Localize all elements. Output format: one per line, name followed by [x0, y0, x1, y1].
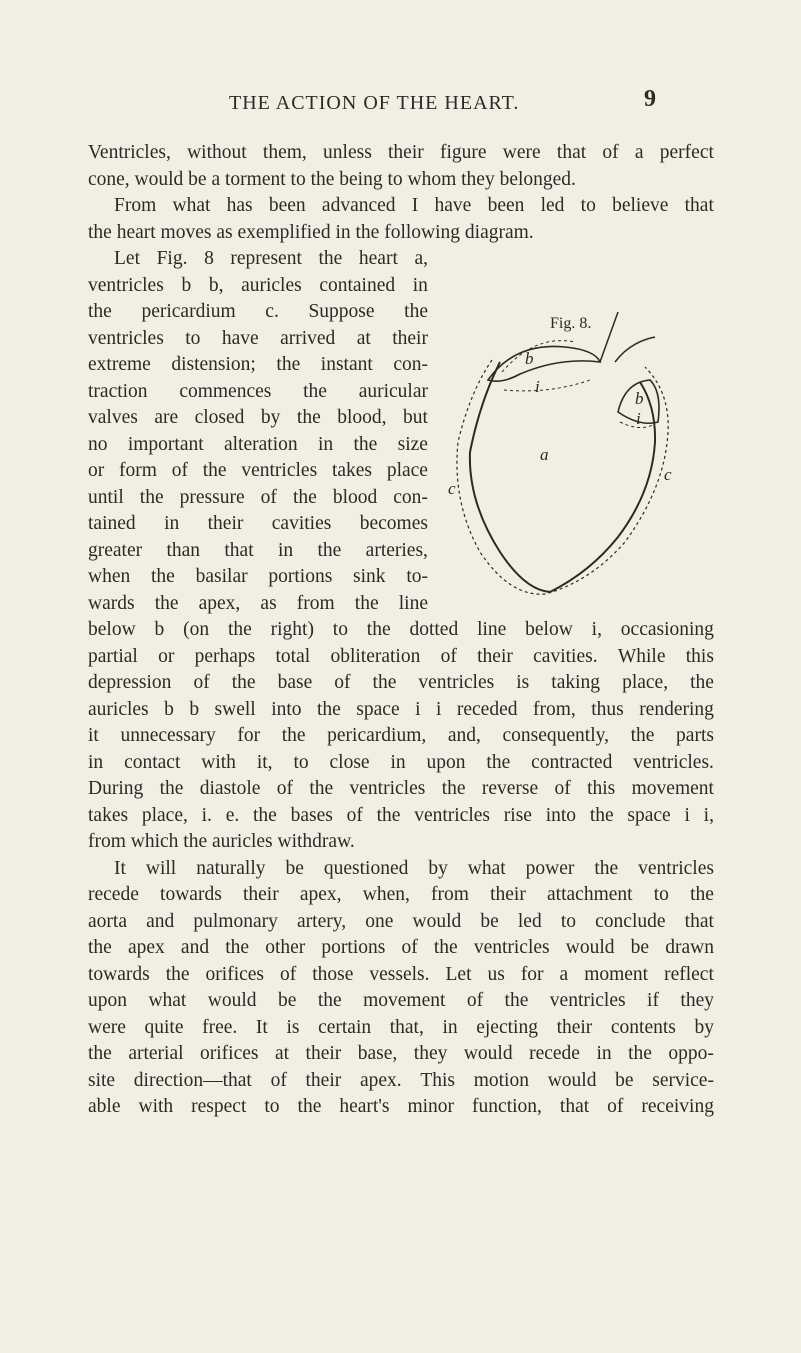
- running-title: THE ACTION OF THE HEART.: [229, 92, 520, 114]
- label-b-left: b: [525, 349, 534, 368]
- text-line: ventricles b b, auricles contained in: [88, 274, 428, 296]
- text-line: no important alteration in the size: [88, 433, 428, 455]
- text-line: Let Fig. 8 represent the heart a,: [114, 248, 428, 269]
- page-header: [0, 86, 801, 126]
- text-line: From what has been advanced I have been led to believe that: [114, 195, 714, 216]
- figure-label: Fig. 8.: [550, 315, 592, 332]
- text-line: aorta and pulmonary artery, one would be led to conclude that: [88, 910, 714, 932]
- text-line: in contact with it, to close in upon the contracted ventricles.: [88, 751, 714, 773]
- text-line: the apex and the other portions of the ventricles would be drawn: [88, 937, 714, 958]
- text-line: During the diastole of the ventricles the reverse of this movement: [88, 778, 714, 799]
- page-number: 9: [644, 86, 656, 112]
- text-line: upon what would be the movement of the ventricles if they: [88, 990, 714, 1011]
- paragraph: [88, 140, 714, 193]
- paragraph: [88, 246, 714, 856]
- text-line: ventricles to have arrived at their: [88, 327, 428, 349]
- text-line: It will naturally be questioned by what power the ventricles: [114, 857, 714, 879]
- label-i-right: i: [636, 409, 641, 428]
- text-line: greater than that in the arteries,: [88, 539, 428, 561]
- text-line: cone, would be a torment to the being to whom they belonged.: [88, 168, 576, 190]
- text-line: towards the orifices of those vessels. Let us for a moment reflect: [88, 963, 714, 985]
- text-line: the arterial orifices at their base, they would recede in the oppo-: [88, 1043, 714, 1064]
- text-line: it unnecessary for the pericardium, and, consequently, the parts: [88, 725, 714, 746]
- label-i-left: i: [535, 377, 540, 396]
- text-line: when the basilar portions sink to-: [88, 566, 428, 587]
- text-line: recede towards their apex, when, from their attachment to the: [88, 884, 714, 905]
- text-line: valves are closed by the blood, but: [88, 407, 428, 428]
- paragraph: [88, 856, 714, 1121]
- text-line: takes place, i. e. the bases of the ventricles rise into the space i i,: [88, 804, 714, 826]
- text-line: Ventricles, without them, unless their figure were that of a perfect: [88, 142, 714, 163]
- text-line: tained in their cavities becomes: [88, 513, 428, 534]
- label-c-left: c: [448, 479, 456, 498]
- text-line: site direction—that of their apex. This motion would be service-: [88, 1069, 714, 1091]
- text-line: below b (on the right) to the dotted line below i, occasioning: [88, 619, 714, 640]
- paragraph: [88, 193, 714, 246]
- text-line: extreme distension; the instant con-: [88, 354, 428, 375]
- text-line: until the pressure of the blood con-: [88, 486, 428, 508]
- text-line: wards the apex, as from the line: [88, 592, 428, 614]
- label-b-right: b: [635, 389, 644, 408]
- text-line: the heart moves as exemplified in the following diagram.: [88, 221, 534, 243]
- body-text: [88, 140, 714, 1121]
- text-line: traction commences the auricular: [88, 380, 428, 402]
- text-line: able with respect to the heart's minor function, that of receiving: [88, 1096, 714, 1117]
- label-a: a: [540, 445, 549, 464]
- text-line: auricles b b swell into the space i i receded from, thus rendering: [88, 698, 714, 720]
- text-line: from which the auricles withdraw.: [88, 831, 355, 852]
- text-line: partial or perhaps total obliteration of their cavities. While this: [88, 645, 714, 667]
- label-c-right: c: [664, 465, 672, 484]
- text-line: the pericardium c. Suppose the: [88, 301, 428, 322]
- text-line: were quite free. It is certain that, in ejecting their contents by: [88, 1016, 714, 1038]
- text-line: or form of the ventricles takes place: [88, 460, 428, 481]
- text-line: depression of the base of the ventricles is taking place, the: [88, 672, 714, 693]
